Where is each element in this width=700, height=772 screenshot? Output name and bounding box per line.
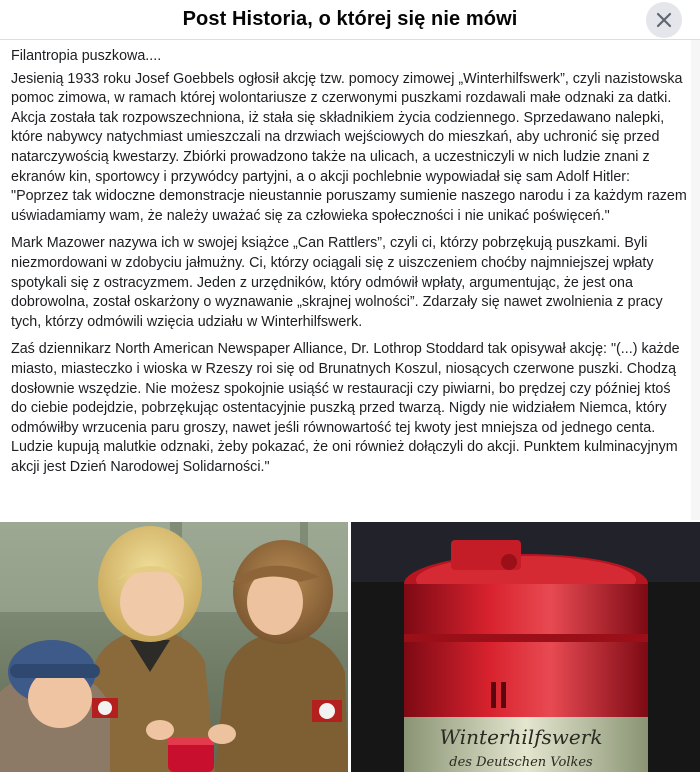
dialog-header bbox=[0, 0, 700, 40]
post-paragraph-3: Zaś dziennikarz North American Newspaper Alliance, Dr. Lothrop Stoddard tak opisywał akcję: "(...) każde miasto, miasteczko i wioska w Rzeszy roi się od Brunatnych Koszul, niosących czerwone puszki. Chodzą dosłownie wszędzie. Nie możesz spokojnie usiąść w restauracji czy piwiarni, bo prędzej czy później ktoś do ciebie podejdzie, pobrzękując ostentacyjnie puszką przed twarzą. Nigdy nie widziałem Niemca, który odmówiłby wrzucenia paru groszy, nawet jeśli równowartość tej kwoty jest mniejsza od jednego centa. Ludzie kupują malutkie odznaki, żeby pokazać, że oni również dołączyli do akcji. Punktem kulminacyjnym akcji jest Dzień Narodowej Solidarności." bbox=[11, 341, 680, 475]
post-paragraph-2: Mark Mazower nazywa ich w swojej książce „Can Rattlers”, czyli ci, którzy pobrzękują puszkami. Byli niezmordowani w zdobyciu jałmużny. Ci, którzy ociągali się z uiszczeniem choćby najmniejszej wpłaty spotykali się z ostracyzmem. Jeden z urzędników, który odmówił wpłaty, argumentując, że jest ona dobrowolna, został oskarżony o wyznawanie „skrajnej wolności”. Zdarzały się nawet zwolnienia z pracy tych, którzy odmówili wzięcia udziału w Winterhilfswerk. bbox=[11, 235, 663, 330]
scrollbar[interactable] bbox=[691, 40, 700, 520]
close-icon bbox=[656, 12, 672, 28]
photo-children-collection[interactable] bbox=[0, 522, 348, 772]
post-text bbox=[11, 47, 687, 485]
post-intro: Filantropia puszkowa.... bbox=[11, 48, 162, 64]
post-paragraph-1: Jesienią 1933 roku Josef Goebbels ogłosił akcję tzw. pomocy zimowej „Winterhilfswerk”, czyli nazistowska pomoc zimowa, w ramach której wolontariusze z czerwonymi puszkami rozdawali małe odznaki za datki. Akcja została tak rozpowszechniona, iż stała się składnikiem życia codziennego. Sprzedawano nalepki, które nabywcy natychmiast umieszczali na drzwiach wejściowych do mieszkań, aby uchronić się przed natarczywością kwestarzy. Zbiórki prowadzono także na ulicach, a uczestniczyli w nich ludzie znani z ekranów kin, sportowcy i przywódcy partyjni, a o akcji pochlebnie wypowiadał się sam Adolf Hitler: "Poprzez tak widoczne demonstracje nieustannie poruszamy sumienie naszego narodu i za każdym razem uświadamiamy wam, że należy uważać się za człowieka społeczności i nie unikać poświęceń." bbox=[11, 70, 687, 224]
can-label-subtext: des Deutschen Volkes bbox=[449, 755, 593, 770]
photo-collection-can[interactable] bbox=[351, 522, 700, 772]
dialog-title: Post Historia, o której się nie mówi bbox=[182, 8, 518, 30]
can-label-text: Winterhilfswerk bbox=[439, 725, 603, 749]
close-button[interactable] bbox=[646, 2, 682, 38]
post-photos bbox=[0, 522, 700, 772]
